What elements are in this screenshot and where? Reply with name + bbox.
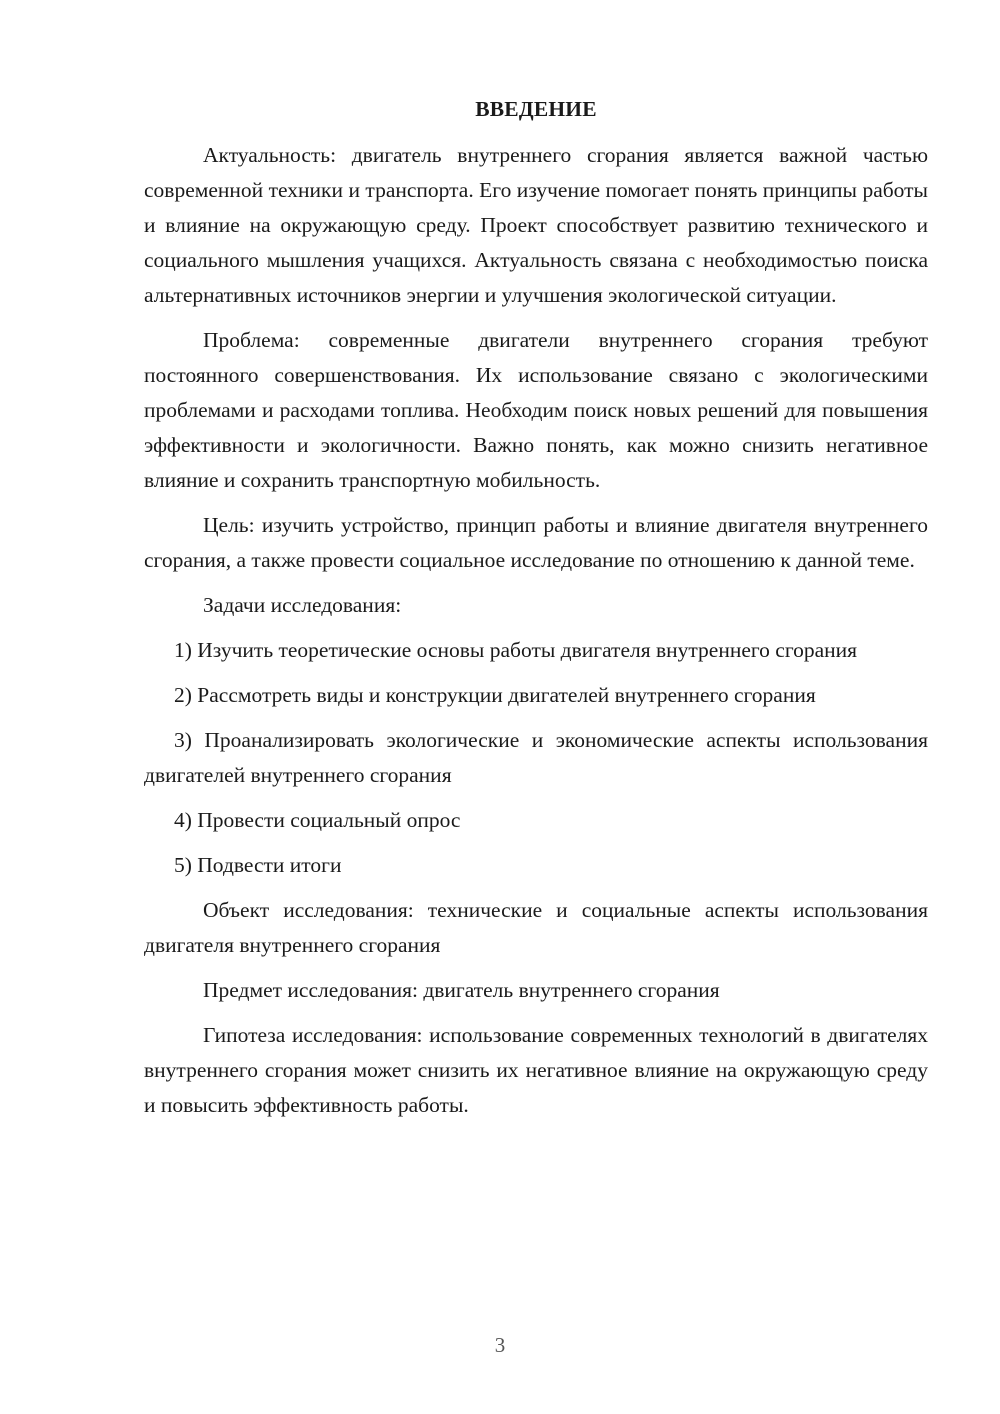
page-title: ВВЕДЕНИЕ — [475, 97, 597, 121]
paragraph-object: Объект исследования: технические и социальные аспекты использования двигателя внутреннего сгорания — [144, 898, 928, 957]
paragraph-goal: Цель: изучить устройство, принцип работы и влияние двигателя внутреннего сгорания, а также провести социальное исследование по отношению к данной теме. — [144, 513, 928, 572]
task-item-3: 3) Проанализировать экологические и экономические аспекты использования двигателей внутреннего сгорания — [144, 728, 928, 787]
paragraph-relevance: Актуальность: двигатель внутреннего сгорания является важной частью современной техники и транспорта. Его изучение помогает понять принципы работы и влияние на окружающую среду. Проект способствует развитию технического и социального мышления учащихся. Актуальность связана с необходимостью поиска альтернативных источников энергии и улучшения экологической ситуации. — [144, 143, 928, 307]
task-item-2: 2) Рассмотреть виды и конструкции двигателей внутреннего сгорания — [174, 683, 816, 707]
task-item-1: 1) Изучить теоретические основы работы двигателя внутреннего сгорания — [174, 638, 858, 662]
task-item-4: 4) Провести социальный опрос — [174, 808, 461, 832]
paragraph-hypothesis: Гипотеза исследования: использование современных технологий в двигателях внутреннего сгорания может снизить их негативное влияние на окружающую среду и повысить эффективность работы. — [144, 1023, 928, 1117]
paragraph-problem: Проблема: современные двигатели внутреннего сгорания требуют постоянного совершенствования. Их использование связано с экологическими проблемами и расходами топлива. Необходим поиск новых решений для повышения эффективности и экологичности. Важно понять, как можно снизить негативное влияние и сохранить транспортную мобильность. — [144, 328, 928, 492]
tasks-heading: Задачи исследования: — [203, 593, 402, 617]
task-item-5: 5) Подвести итоги — [174, 853, 342, 877]
document-page — [144, 92, 928, 1133]
paragraph-subject: Предмет исследования: двигатель внутреннего сгорания — [203, 978, 720, 1002]
page-number: 3 — [494, 1333, 506, 1357]
